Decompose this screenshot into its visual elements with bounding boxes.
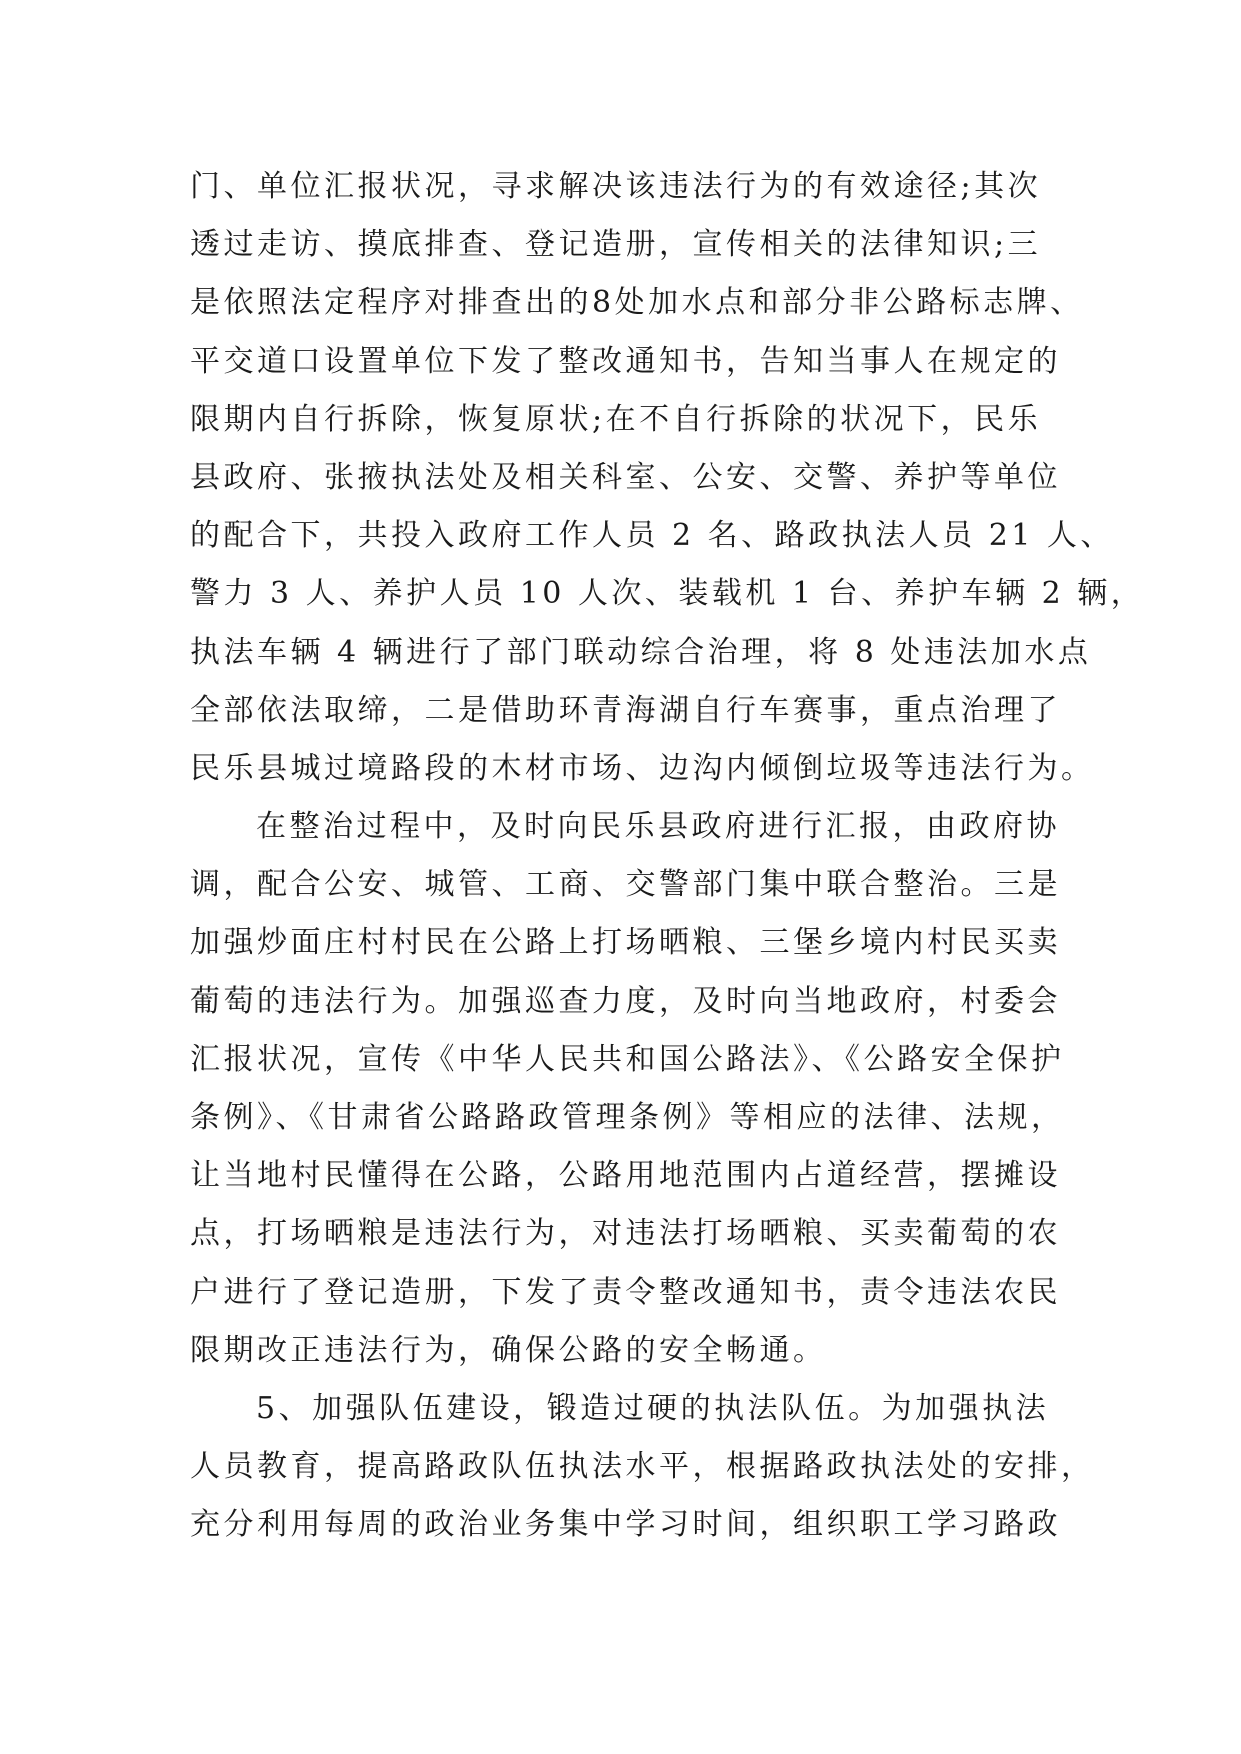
text-line: 限期内自行拆除，恢复原状;在不自行拆除的状况下，民乐 (190, 401, 1042, 437)
text-line-indented: 5、加强队伍建设，锻造过硬的执法队伍。为加强执法 (256, 1390, 1050, 1426)
text-line: 门、单位汇报状况，寻求解决该违法行为的有效途径;其次 (190, 169, 1042, 204)
text-line: 执法车辆 4 辆进行了部门联动综合治理，将 8 处违法加水点 (190, 634, 1092, 670)
paragraph-1 (190, 158, 1145, 798)
text-line: 让当地村民懂得在公路，公路用地范围内占道经营，摆摊设 (190, 1158, 1061, 1194)
paragraph-2 (190, 798, 1070, 1380)
paragraph-3 (190, 1380, 1095, 1555)
text-line: 加强炒面庄村村民在公路上打场晒粮、三堡乡境内村民买卖 (190, 925, 1061, 961)
text-line: 警力 3 人、养护人员 10 人次、装载机 1 台、养护车辆 2 辆， (190, 576, 1145, 612)
text-line: 是依照法定程序对排查出的8处加水点和部分非公路标志牌、 (190, 285, 1084, 321)
text-line: 条例》、《甘肃省公路路政管理条例》等相应的法律、法规， (190, 1100, 1065, 1135)
text-line: 平交道口设置单位下发了整改通知书，告知当事人在规定的 (190, 343, 1061, 379)
text-line-indented: 在整治过程中，及时向民乐县政府进行汇报，由政府协 (256, 809, 1060, 845)
text-line: 的配合下，共投入政府工作人员 2 名、路政执法人员 21 人、 (190, 518, 1114, 554)
text-line: 充分利用每周的政治业务集中学习时间，组织职工学习路政 (190, 1507, 1061, 1543)
text-line: 葡萄的违法行为。加强巡查力度，及时向当地政府，村委会 (190, 983, 1061, 1019)
text-line: 民乐县城过境路段的木材市场、边沟内倾倒垃圾等违法行为。 (190, 750, 1095, 786)
text-line: 点，打场晒粮是违法行为，对违法打场晒粮、买卖葡萄的农 (190, 1216, 1061, 1252)
text-line: 人员教育，提高路政队伍执法水平，根据路政执法处的安排， (190, 1449, 1095, 1485)
text-line: 汇报状况，宣传《中华人民共和国公路法》、《公路安全保护 (190, 1041, 1065, 1077)
text-line: 县政府、张掖执法处及相关科室、公安、交警、养护等单位 (190, 459, 1061, 495)
text-line: 透过走访、摸底排查、登记造册，宣传相关的法律知识;三 (190, 227, 1042, 263)
text-line: 限期改正违法行为，确保公路的安全畅通。 (190, 1332, 827, 1368)
text-line: 调，配合公安、城管、工商、交警部门集中联合整治。三是 (190, 867, 1061, 903)
text-line: 户进行了登记造册，下发了责令整改通知书，责令违法农民 (190, 1274, 1061, 1310)
text-line: 全部依法取缔，二是借助环青海湖自行车赛事，重点治理了 (190, 692, 1061, 728)
document-body (190, 158, 1145, 1555)
